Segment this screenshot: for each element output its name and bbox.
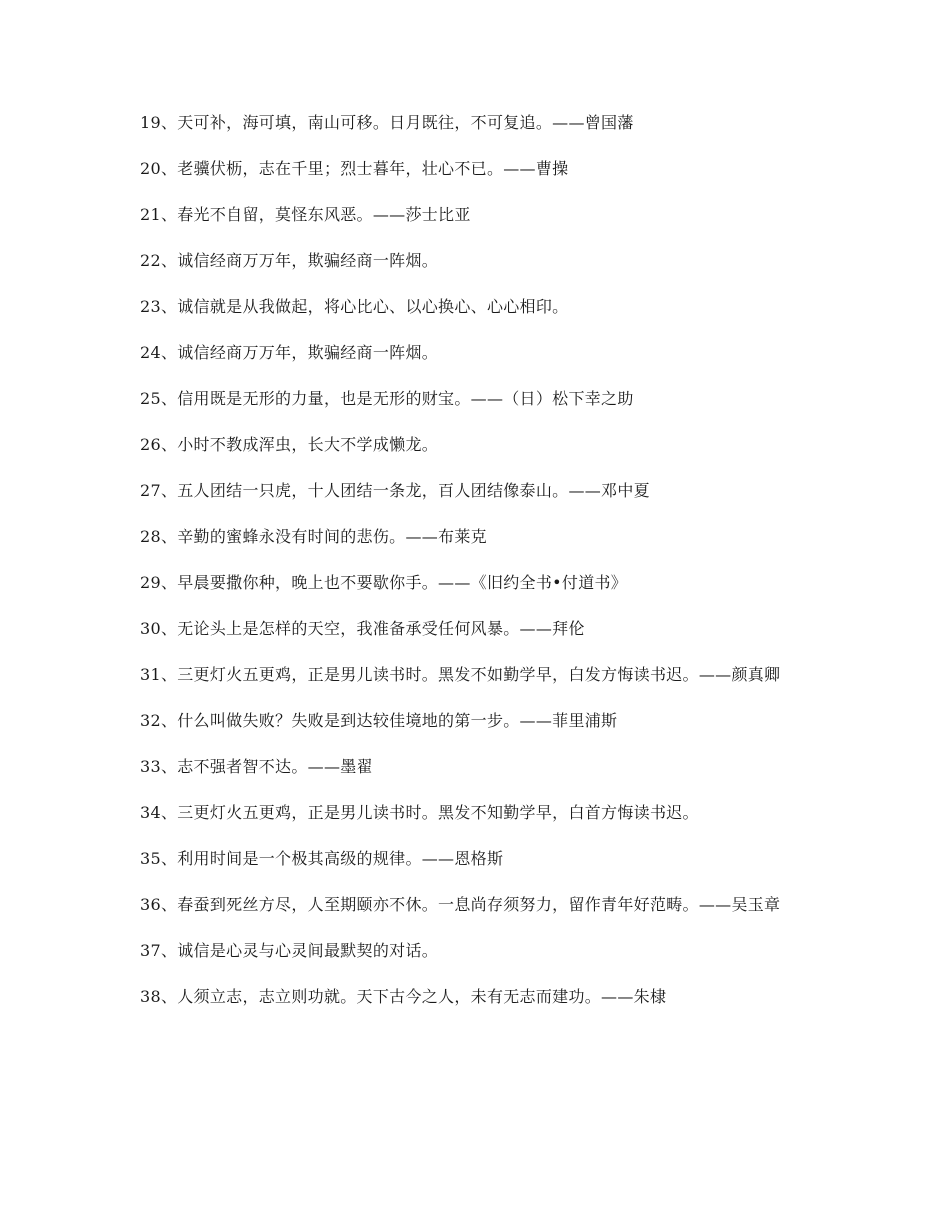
quote-list <box>140 109 812 1029</box>
quote-item: 36、春蚕到死丝方尽，人至期颐亦不休。一息尚存须努力，留作青年好范畴。——吴玉章 <box>140 895 781 914</box>
quote-item: 34、三更灯火五更鸡，正是男儿读书时。黑发不知勤学早，白首方悔读书迟。 <box>140 803 699 822</box>
quote-item: 23、诚信就是从我做起，将心比心、以心换心、心心相印。 <box>140 297 569 316</box>
quote-item: 25、信用既是无形的力量，也是无形的财宝。——（日）松下幸之助 <box>140 389 634 408</box>
quote-item: 19、天可补，海可填，南山可移。日月既往，不可复追。——曾国藩 <box>140 113 634 132</box>
quote-item: 28、辛勤的蜜蜂永没有时间的悲伤。——布莱克 <box>140 527 487 546</box>
quote-item: 32、什么叫做失败？失败是到达较佳境地的第一步。——菲里浦斯 <box>140 711 618 730</box>
quote-item: 20、老骥伏枥，志在千里；烈士暮年，壮心不已。——曹操 <box>140 159 569 178</box>
quote-item: 35、利用时间是一个极其高级的规律。——恩格斯 <box>140 849 504 868</box>
quote-item: 30、无论头上是怎样的天空，我准备承受任何风暴。——拜伦 <box>140 619 585 638</box>
quote-item: 21、春光不自留，莫怪东风恶。——莎士比亚 <box>140 205 471 224</box>
quote-item: 24、诚信经商万万年，欺骗经商一阵烟。 <box>140 343 439 362</box>
quote-item: 37、诚信是心灵与心灵间最默契的对话。 <box>140 941 439 960</box>
quote-item: 33、志不强者智不达。——墨翟 <box>140 757 373 776</box>
quote-item: 22、诚信经商万万年，欺骗经商一阵烟。 <box>140 251 439 270</box>
quote-item: 29、早晨要撒你种，晚上也不要歇你手。——《旧约全书•付道书》 <box>140 573 628 592</box>
quote-item: 38、人须立志，志立则功就。天下古今之人，未有无志而建功。——朱棣 <box>140 987 667 1006</box>
quote-item: 31、三更灯火五更鸡，正是男儿读书时。黑发不如勤学早，白发方悔读书迟。——颜真卿 <box>140 665 781 684</box>
quote-item: 27、五人团结一只虎，十人团结一条龙，百人团结像泰山。——邓中夏 <box>140 481 650 500</box>
quote-item: 26、小时不教成浑虫，长大不学成懒龙。 <box>140 435 439 454</box>
